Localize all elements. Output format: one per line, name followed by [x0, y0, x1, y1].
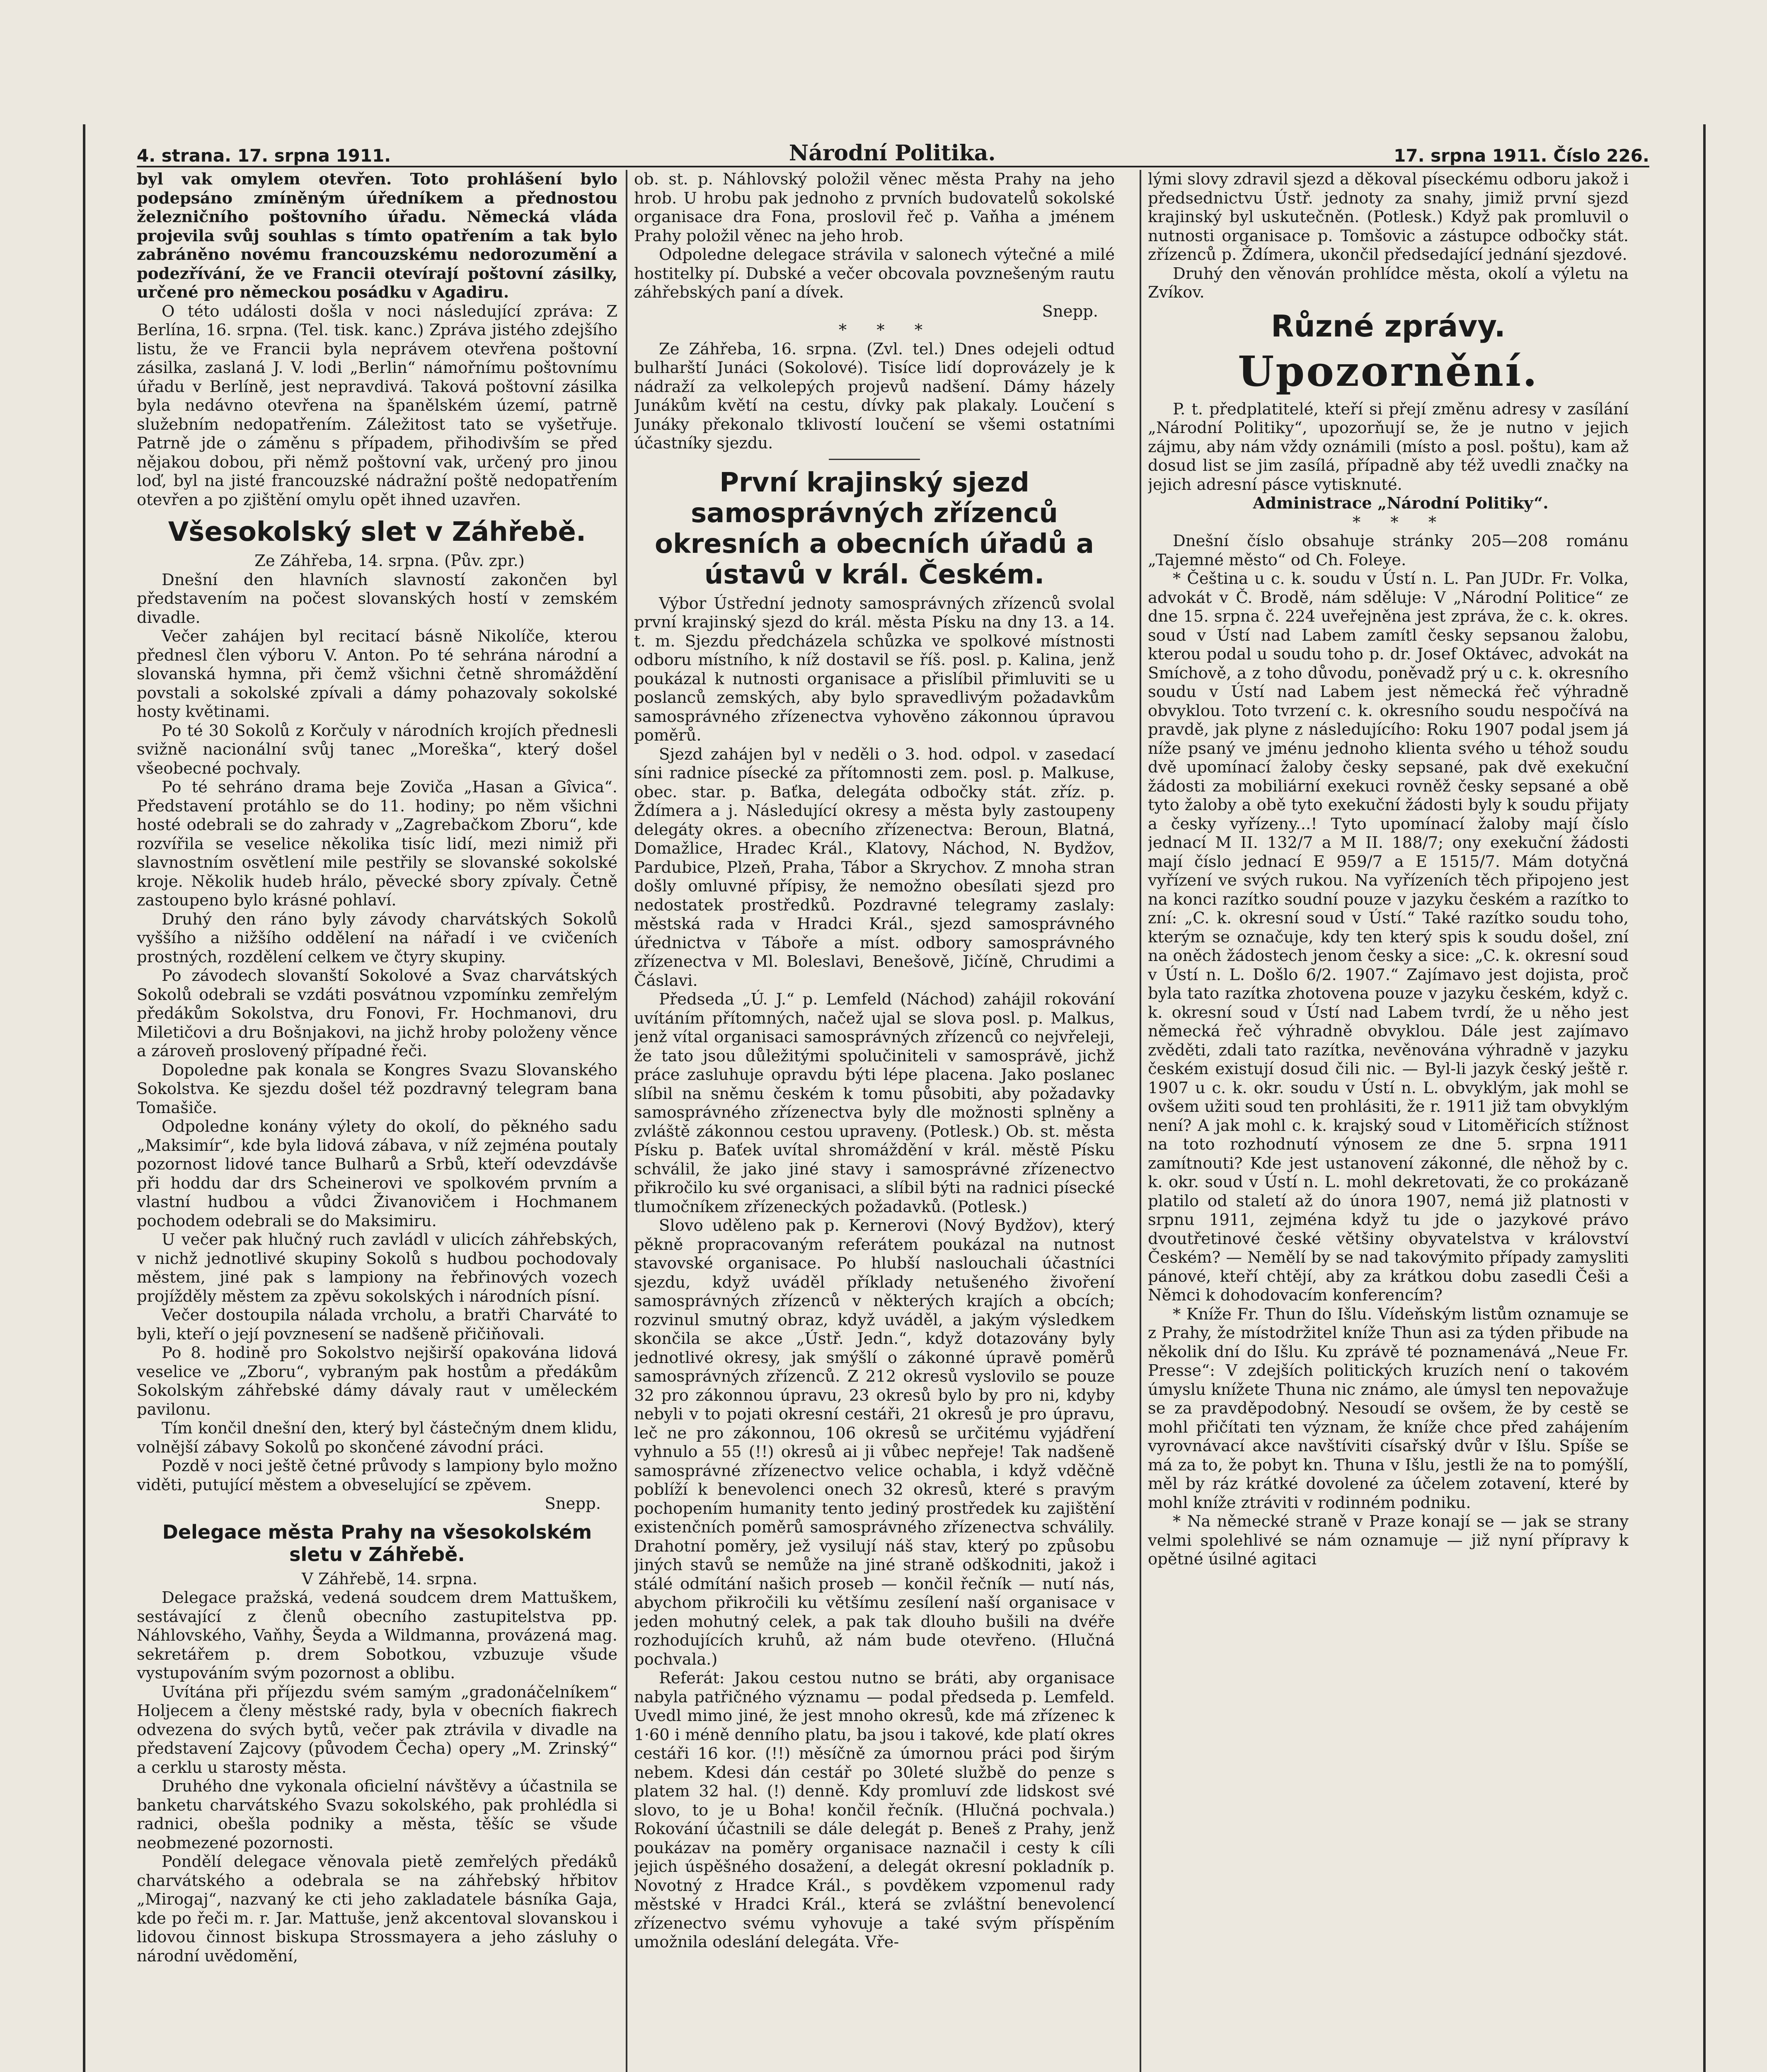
left-margin-rule — [83, 124, 85, 2072]
section-stars: * * * — [1352, 513, 1449, 532]
paragraph: * Kníže Fr. Thun do Išlu. Vídeňským listům oznamuje se z Prahy, že místodržitel kníže Thun asi za týden přibude na několik dní do Išlu. Ku zprávě té poznamenává „Neue Fr. Presse“: V zdejších politických kruzích není o takovém úmyslu knížete Thuna nic známo, ale úmysl ten nepovažuje se za pravděpodobný. Nesoudí se ovšem, že by cestě se mohl přičítati ten význam, že kníže chce před zahájením vyrovnávací akce navštíviti císařský dvůr v Išlu. Spíše se má za to, že pobyt kn. Thuna v Išlu, jestli že na to pomýšlí, měl by ráz krátké dovolené za účelem zotavení, které by mohl kníže ztráviti v rodinném podniku. — [1148, 1305, 1629, 1512]
paragraph: Referát: Jakou cestou nutno se bráti, aby organisace nabyla patřičného významu — podal předseda p. Lemfeld. Uvedl mimo jiné, že jest mnoho okresů, kde má zřízenec k 1·60 i méně denního platu, ba jsou i takové, kde platí okres cestáři 16 kor. (!!) měsíčně za úmornou práci pod širým nebem. Kdesi dán cestář po 30leté službě do penze s platem 32 hal. (!) denně. Kdy promluví zde lidskost své slovo, to je u Boha! končil řečník. (Hlučná pochvala.) Rokování účastnili se dále delegát p. Beneš z Prahy, jenž poukázav na poměry organisace naznačil i cesty k cíli jejich úspěšného dosažení, a delegát okresní pokladník p. Novotný z Hradce Král., s povděkem vzpomenul rady městské v Hradci Král., která se zvláštní benevolencí zřízenectvo svému vyhovuje a také svým příspěním umožnila odeslání delegáta. Vře- — [634, 1669, 1115, 1951]
paragraph: Dnešní den hlavních slavností zakončen byl představením na počest slovanských hostí v zemském divadle. — [137, 570, 617, 627]
paragraph: Tím končil dnešní den, který byl částečným dnem klidu, volnější zábavy Sokolů po skončené závodní práci. — [137, 1419, 617, 1457]
paragraph: ob. st. p. Náhlovský položil věnec města Prahy na jeho hrob. U hrobu pak jednoho z prvních budovatelů sokolské organisace dra Fona, proslovil řeč p. Vaňha a jménem Prahy položil věnec na jeho hrob. — [634, 170, 1115, 245]
article-heading: Delegace města Prahy na všesokolském sletu v Záhřebě. — [162, 1520, 592, 1566]
paragraph: Druhého dne vykonala oficielní návštěvy a účastnila se banketu charvátského Svazu sokolského, pak prohlédla si radnici, obešla podniky a města, těšíc se všude neobmezené pozornosti. — [137, 1777, 617, 1852]
column-rule — [626, 170, 627, 2072]
paragraph: Předseda „Ú. J.“ p. Lemfeld (Náchod) zahájil rokování uvítáním přítomných, načež ujal se slova posl. p. Malkus, jenž vítal organisaci samosprávných zřízenců co nejvřeleji, že tato jsou důležitými spolučiniteli v samosprávě, jichž práce zasluhuje opravdu býti lépe placena. Jako poslanec slíbil na sněmu českém k tomu působiti, aby požadavky samosprávného zřízenectva byly dle možnosti splněny a zvláště zákonnou cestou upraveny. (Potlesk.) Ob. st. města Písku p. Baťek uvítal shromáždění v král. městě Písku schválil, že jako jiné stavy i samosprávné zřízenectvo přikročilo ku své organisaci, a slíbil býti na radnici písecké tlumočníkem zřízeneckých požadavků. (Potlesk.) — [634, 990, 1115, 1216]
paragraph: O této události došla v noci následující zpráva: Z Berlína, 16. srpna. (Tel. tisk. kanc.) Zpráva jistého zdejšího listu, že ve Francii byla neprávem otevřena poštovní zásilka, zaslaná J. V. lodi „Berlin“ námořnímu poštovnímu úřadu v Berlíně, jest nepravdivá. Taková poštovní zásilka byla nedávno otevřena na španělském území, patrně služebním nedopatřením. Záležitost tato se vyšetřuje. Patrně jde o záměnu s případem, přihodivším se před nějakou dobou, při němž poštovní vak, určený pro jinou loď, byl na jisté francouzské nádražní poště nedopatřením otevřen a po zjištění omylu opět ihned uzavřen. — [137, 302, 617, 509]
column-1 — [137, 170, 617, 2072]
paragraph: Druhý den ráno byly závody charvátských Sokolů vyššího a nižšího oddělení na nářadí i ve cvičeních prostných, rozdělení celkem ve čtyry skupiny. — [137, 910, 617, 966]
article-heading: Všesokolský slet v Záhřebě. — [168, 517, 586, 547]
paragraph: Delegace pražská, vedená soudcem drem Mattuškem, sestávající z členů obecního zastupitelstva pp. Náhlovského, Vaňhy, Šeyda a Wildmanna, provázená mag. sekretářem p. drem Sobotkou, vzbuzuje všude vystupováním svým pozornost a oblibu. — [137, 1588, 617, 1682]
dateline: V Záhřebě, 14. srpna. — [302, 1569, 477, 1588]
paragraph: Dnešní číslo obsahuje stránky 205—208 románu „Tajemné město“ od Ch. Foleye. — [1148, 532, 1629, 569]
column-rule — [1140, 170, 1141, 2072]
paragraph: byl vak omylem otevřen. Toto prohlášení bylo podepsáno zmíněným úředníkem a přednostou železničního poštovního úřadu. Německá vláda projevila svůj souhlas s tímto opatřením a tak bylo zabráněno novému francouzskému nedorozumění a podezřívání, že ve Francii otevírají poštovní zásilky, určené pro německou posádku v Agadiru. — [137, 170, 617, 302]
paragraph: Večer zahájen byl recitací básně Nikolíče, kterou přednesl člen výboru V. Anton. Po té sehrána národní a slovanská hymna, při čemž všichni četně shromáždění povstali a sokolské zpívali a dámy pohazovaly sokolské hosty květinami. — [137, 627, 617, 721]
paragraph: Ze Záhřeba, 16. srpna. (Zvl. tel.) Dnes odejeli odtud bulharští Junáci (Sokolové). Tisíce lidí doprovázely je k nádraží za velkolepých projevů nadšení. Dámy házely Junákům květí na cestu, dívky pak plakaly. Loučení s Junáky překonalo tklivostí loučení se všemi ostatními účastníky sjezdu. — [634, 339, 1115, 453]
author-signature: Snepp. — [545, 1494, 601, 1513]
paragraph: Večer dostoupila nálada vrcholu, a bratři Charváté to byli, kteří o její povznesení se nadšeně přičiňovali. — [137, 1306, 617, 1343]
column-2 — [634, 170, 1115, 2072]
paragraph: Odpoledne delegace strávila v salonech výtečné a milé hostitelky pí. Dubské a večer obcovala povznešeným rautu záhřebských paní a dívek. — [634, 245, 1115, 302]
paragraph: * Čeština u c. k. soudu v Ústí n. L. Pan JUDr. Fr. Volka, advokát v Č. Brodě, nám sděluje: V „Národní Politice“ ze dne 15. srpna č. 224 uveřejněna jest zpráva, že c. k. okres. soud v Ústí nad Labem zamítl česky sepsanou žalobu, kterou podal u soudu toho p. dr. Josef Oktávec, advokát na Smíchově, a z toho důvodu, poněvadž prý u c. k. okresního soudu v Ústí nad Labem jest německá řeč výhradně obvyklou. Toto tvrzení c. k. okresního soudu nespočívá na pravdě, jak plyne z následujícího: Roku 1907 podal jsem já níže psaný ve jménu jednoho klienta svého u téhož soudu dvě upomínací žaloby česky sepsané, pak dvě exekuční žádosti za mobiliární exekuci rovněž česky sepsané a obě tyto žaloby a obě tyto exekuční žádosti byly k soudu přijaty a česky vyřízeny...! Tyto upomínací žaloby mají číslo jednací M II. 132/7 a M II. 188/7; ony exekuční žádosti mají číslo jednací E 959/7 a E 1515/7. Mám dotyčná vyřízení ve svých rukou. Na vyřízeních těch připojeno jest na konci razítko soudní pouze v jazyku českém a razítko to zní: „C. k. okresní soud v Ústí.“ Také razítko soudu toho, kterým se označuje, kdy ten který spis k soudu došel, zní na oněch žádostech jenom česky a sice: „C. k. okresní soud v Ústí n. L. Došlo 6/2. 1907.“ Zajímavo jest dojista, proč byla tato razítka zhotovena pouze v jazyku českém, když c. k. okresní soud v Ústí nad Labem tvrdí, že u něho jest německá řeč výhradně obvyklou. Dále jest zajímavo zvěděti, zdali tato razítka, nevěnována výhradně v jazyku českém existují dosud čili nic. — Byl-li jazyk český ještě r. 1907 u c. k. okr. soudu v Ústí n. L. obvyklým, jak mohl se ovšem užiti soud ten prohlásiti, že r. 1911 již tam obvyklým není? A jak mohl c. k. krajský soud v Litoměřicích stížnost na toto rozhodnutí výnosem ze dne 5. srpna 1911 zamítnouti? Kde jest ustanovení zákonné, dle něhož by c. k. okr. soud v Ústí n. L. mohl dekretovati, že co prokázaně platilo od staletí až do února 1907, nemá již platnosti v srpnu 1911, zejména když tu jde o jazykové právo dvoutřetinové české většiny obyvatelstva v království Českém? — Nemělí by se nad takovýmito případy zamysliti pánové, kteří chtějí, aby za krátkou dobu zasedli Češi a Němci k dohodovacím konferencím? — [1148, 569, 1629, 1305]
paragraph: Odpoledne konány výlety do okolí, do pěkného sadu „Maksimír“, kde byla lidová zábava, v níž zejména poutaly pozornost lidové tance Bulharů a Srbů, kteří odevzdávše při hoddu dar drs Scheinerovi ve spolkovém prvním a vlastní hudbou a vůdci Živanovičem i Hochmanem pochodem odebrali se do Maksimiru. — [137, 1117, 617, 1230]
paragraph: Pozdě v noci ještě četné průvody s lampiony bylo možno viděti, putující městem a obveselující se zpěvem. — [137, 1457, 617, 1494]
paragraph: Dopoledne pak konala se Kongres Svazu Slovanského Sokolstva. Ke sjezdu došel též pozdravný telegram bana Tomašiče. — [137, 1060, 617, 1117]
paragraph: Po té sehráno drama beje Zoviča „Hasan a Gîvica“. Představení protáhlo se do 11. hodiny; po něm všichni hosté odebrali se do zahrady v „Zagrebačkom Zboru“, kde rozvířila se veselice několika tisíc lidí, mezi nimiž při slavnostním osvětlení mile pestřily se slovanské sokolské kroje. Několik hudeb hrálo, pěvecké sbory zpívaly. Četně zastoupeno bylo krásné pohlaví. — [137, 778, 617, 910]
paragraph: lými slovy zdravil sjezd a děkoval píseckému odboru jakož i předsednictvu Ústř. jednoty za snahy, jimiž první sjezd krajinský byl uskutečněn. (Potlesk.) Když pak promluvil o nutnosti organisace p. Tomšovic a zástupce odbočky stát. zřízenců p. Ždímera, ukončil předsedající jednání sjezdové. — [1148, 170, 1629, 264]
paragraph: Sjezd zahájen byl v neděli o 3. hod. odpol. v zasedací síni radnice písecké za přítomnosti zem. posl. p. Malkuse, obec. star. p. Baťka, delegáta odbočky stát. zříz. p. Ždímera a j. Následující okresy a města byly zastoupeny delegáty okres. a obecního zřízenectva: Beroun, Blatná, Domažlice, Hradec Král., Klatovy, Náchod, N. Bydžov, Pardubice, Plzeň, Praha, Tábor a Skrychov. Z mnoha stran došly omluvné přípisy, že nemožno obesílati sjezd pro nedostatek prostředků. Pozdravné telegramy zaslaly: městská rada v Hradci Král., sjezd samosprávného úřednictva v Táboře a míst. odbory samosprávného zřízenectva v Ml. Boleslavi, Benešově, Jičíně, Chrudimi a Čáslavi. — [634, 745, 1115, 990]
notice-heading: Upozornění. — [1238, 346, 1539, 396]
section-heading: Různé zprávy. — [1271, 308, 1506, 344]
dateline: Ze Záhřeba, 14. srpna. (Pův. zpr.) — [254, 552, 525, 570]
page-header — [137, 137, 1649, 167]
article-heading: První krajinský sjezd samosprávných zřízenců okresních a obecních úřadů a ústavů v král. Českém. — [655, 467, 1094, 590]
divider — [829, 459, 920, 460]
newspaper-title: Národní Politika. — [789, 140, 996, 166]
paragraph: * Na německé straně v Praze konají se — jak se strany velmi spolehlivé se nám oznamuje — již nyní přípravy k opětné úsilné agitaci — [1148, 1512, 1629, 1569]
author-signature: Snepp. — [1042, 302, 1098, 321]
paragraph: P. t. předplatitelé, kteří si přejí změnu adresy v zasílání „Národní Politiky“, upozorňují se, že je nutno v jejich zájmu, aby nám vždy oznámili (místo a posl. poštu), kam až dosud list se jim zasílá, případně aby též uvedli značky na jejich adresní pásce vytisknuté. — [1148, 399, 1629, 494]
section-stars: * * * — [838, 321, 935, 339]
right-margin-rule — [1703, 124, 1706, 2072]
paragraph: U večer pak hlučný ruch zavládl v ulicích záhřebských, v nichž jednotlivé skupiny Sokolů s hudbou pochodovaly městem, jiné pak s lampiony na řebřinových vozech projížděly městem za zpěvu sokolských i národních písní. — [137, 1230, 617, 1306]
paragraph: Po té 30 Sokolů z Korčuly v národních krojích přednesli svižně nacionální svůj tanec „Moreška“, který došel všeobecné pochvaly. — [137, 721, 617, 778]
paragraph: Výbor Ústřední jednoty samosprávných zřízenců svolal první krajinský sjezd do král. města Písku na dny 13. a 14. t. m. Sjezdu předcházela schůzka ve spolkové místnosti odboru místního, k níž dostavil se říš. posl. p. Kalina, jenž poukázal k nutnosti organisace a přislíbil přimluviti se u poslanců zemských, aby bylo spravedlivým požadavkům samosprávného zřízenectva vyhověno zákonnou úpravou poměrů. — [634, 594, 1115, 745]
column-3 — [1148, 170, 1629, 2072]
paragraph: Pondělí delegace věnovala pietě zemřelých předáků charvátského a odebrala se na záhřebský hřbitov „Mirogaj“, nazvaný ke cti jeho zakladatele básníka Gaja, kde po řeči m. r. Jar. Mattuše, jenž akcentoval slovanskou i lidovou činnost biskupa Strossmayera a jeho zásluhy o národní uvědomění, — [137, 1852, 617, 1965]
paragraph: Druhý den věnován prohlídce města, okolí a výletu na Zvíkov. — [1148, 264, 1629, 302]
paragraph: Po 8. hodině pro Sokolstvo nejširší opakována lidová veselice ve „Zboru“, vybraným pak hostům a předákům Sokolským záhřebské dámy dávaly raut v uměleckém pavilonu. — [137, 1343, 617, 1419]
administration-signature: Administrace „Národní Politiky“. — [1253, 494, 1549, 513]
header-right: 17. srpna 1911. Číslo 226. — [1394, 145, 1649, 166]
paragraph: Uvítána při příjezdu svém samým „gradonáčelníkem“ Holjecem a členy městské rady, byla v obecních fiakrech odvezena do svých bytů, večer pak ztrávila v divadle na představení Zajcovy (původem Čecha) opery „M. Zrinský“ a cerklu u starosty města. — [137, 1682, 617, 1777]
paragraph: Slovo uděleno pak p. Kernerovi (Nový Bydžov), který pěkně propracovaným referátem poukázal na nutnost stavovské organisace. Po hlubší naslouchali účastníci sjezdu, když uváděl příklady netušeného živoření samosprávných zřízenců v některých krajích a obcích; rozvinul smutný obraz, když uváděl, a jakým výsledkem skončila se akce „Ústř. Jedn.“, když dotazovány byly jednotlivé okresy, jak smýšlí o zákonné úpravě poměrů samosprávných zřízenců. Z 212 okresů vyslovilo se pouze 32 pro zákonnou úpravu, 23 okresů bylo by pro ni, kdyby nebyli v to pojati okresní cestáři, 21 okresů je pro úpravu, leč ne pro zákonnou, 106 okresů se určitému vyjádření vyhnulo a 55 (!!) okresů ai ji vůbec nepřeje! Tak nadšeně samosprávné zřízenectvo velice ochabla, i když vděčně poblíží k benevolenci onech 32 okresů, které s pravým pochopením humanity tento jediný prostředek ku zajištění existenčních poměrů samosprávného zřízenectva schválily. Drahotní poměry, jež vysilují náš stav, který po způsobu jiných stavů se nemůže na jiné straně odškodniti, jakož i stálé odmítání našich proseb — končil řečník — nutí nás, abychom přikročili ku většímu zesílení naší organisace v jeden mohutný celek, a pak tak dlouho bušili na dvéře rozhodujících kruhů, až nám bude otevřeno. (Hlučná pochvala.) — [634, 1216, 1115, 1669]
header-left: 4. strana. 17. srpna 1911. — [137, 145, 391, 166]
paragraph: Po závodech slovanští Sokolové a Svaz charvátských Sokolů odebrali se vzdáti posvátnou vzpomínku zemřelým předákům Sokolstva, dru Fonovi, Fr. Hochmanovi, dru Miletičovi a dru Bošnjakovi, na jichž hroby položeny věnce a zároveň proslovený případné řeči. — [137, 966, 617, 1060]
